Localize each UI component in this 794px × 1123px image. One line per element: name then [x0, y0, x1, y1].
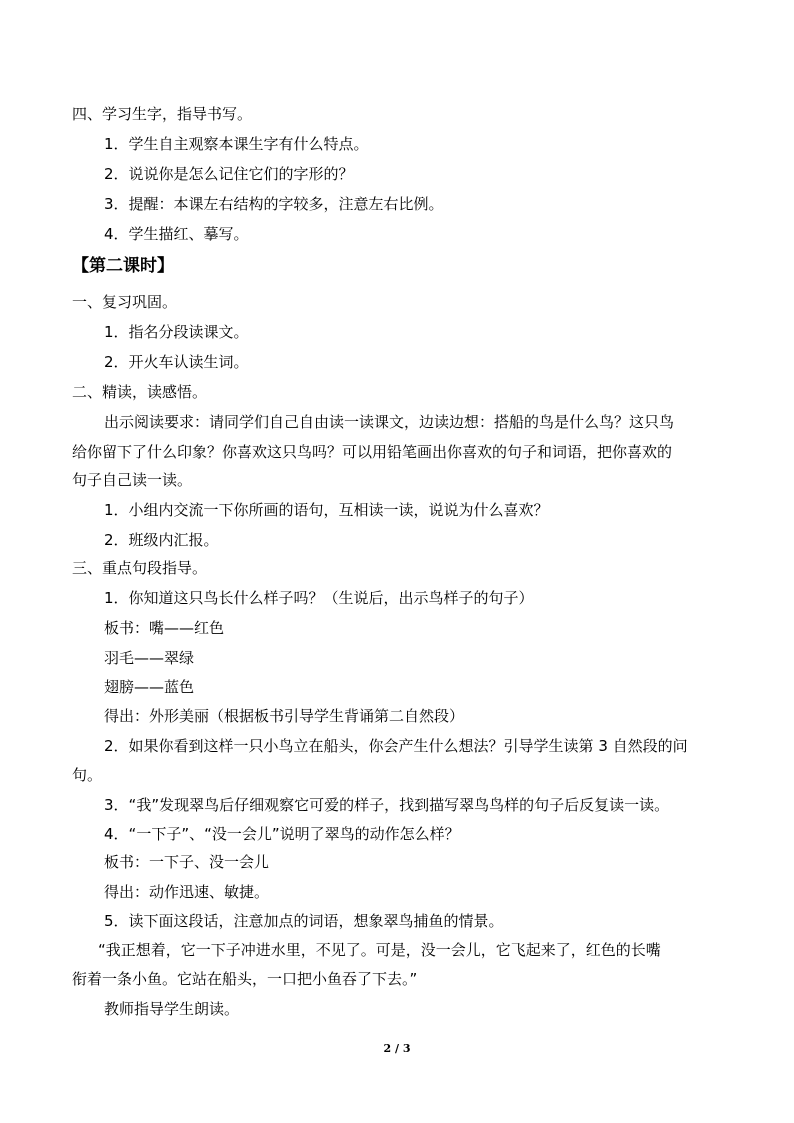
- paragraph-line: 句子自己读一读。: [72, 471, 193, 489]
- board-note: 板书：嘴——红色: [104, 619, 225, 637]
- quote-line: “我正想着，它一下子冲进水里，不见了。可是，没一会儿，它飞起来了，红色的长嘴: [98, 941, 661, 959]
- list-item: 5．读下面这段话，注意加点的词语，想象翠鸟捕鱼的情景。: [104, 912, 504, 930]
- section-two-heading: 二、精读，读感悟。: [72, 383, 208, 401]
- paragraph-line: 给你留下了什么印象？你喜欢这只鸟吗？可以用铅笔画出你喜欢的句子和词语，把你喜欢的: [72, 443, 673, 461]
- list-item: 1．小组内交流一下你所画的语句，互相读一读，说说为什么喜欢？: [104, 501, 549, 519]
- conclusion-line: 得出：动作迅速、敏捷。: [104, 883, 270, 901]
- section-four-heading: 四、学习生字，指导书写。: [72, 105, 253, 123]
- list-item: 1．你知道这只鸟长什么样子吗？（生说后，出示鸟样子的句子）: [104, 589, 534, 607]
- board-note: 翅膀——蓝色: [104, 678, 195, 696]
- page-number: 2 / 3: [383, 1042, 411, 1055]
- list-item: 4．“一下子”、“没一会儿”说明了翠鸟的动作怎么样？: [104, 825, 460, 843]
- list-item: 2．班级内汇报。: [104, 531, 219, 549]
- section-three-heading: 三、重点句段指导。: [72, 559, 208, 577]
- list-item: 4．学生描红、摹写。: [104, 225, 249, 243]
- paragraph-line: 出示阅读要求：请同学们自己自由读一读课文，边读边想：搭船的鸟是什么鸟？这只鸟: [104, 413, 675, 431]
- quote-line: 衔着一条小鱼。它站在船头，一口把小鱼吞了下去。”: [72, 970, 418, 988]
- paragraph-line: 教师指导学生朗读。: [104, 1000, 240, 1018]
- list-item: 2．说说你是怎么记住它们的字形的？: [104, 165, 354, 183]
- list-item: 3．提醒：本课左右结构的字较多，注意左右比例。: [104, 195, 444, 213]
- paragraph-line: 句。: [72, 766, 103, 784]
- list-item: 1．指名分段读课文。: [104, 323, 249, 341]
- list-item: 1．学生自主观察本课生字有什么特点。: [104, 135, 369, 153]
- lesson-two-heading: 【第二课时】: [72, 256, 174, 276]
- board-note: 羽毛——翠绿: [104, 649, 195, 667]
- list-item: 2．如果你看到这样一只小鸟立在船头，你会产生什么想法？引导学生读第 3 自然段的问: [104, 737, 688, 755]
- list-item: 3．“我”发现翠鸟后仔细观察它可爱的样子，找到描写翠鸟鸟样的句子后反复读一读。: [104, 796, 670, 814]
- board-note: 板书：一下子、没一会儿: [104, 853, 270, 871]
- section-one-heading: 一、复习巩固。: [72, 293, 178, 311]
- conclusion-line: 得出：外形美丽（根据板书引导学生背诵第二自然段）: [104, 707, 465, 725]
- list-item: 2．开火车认读生词。: [104, 353, 249, 371]
